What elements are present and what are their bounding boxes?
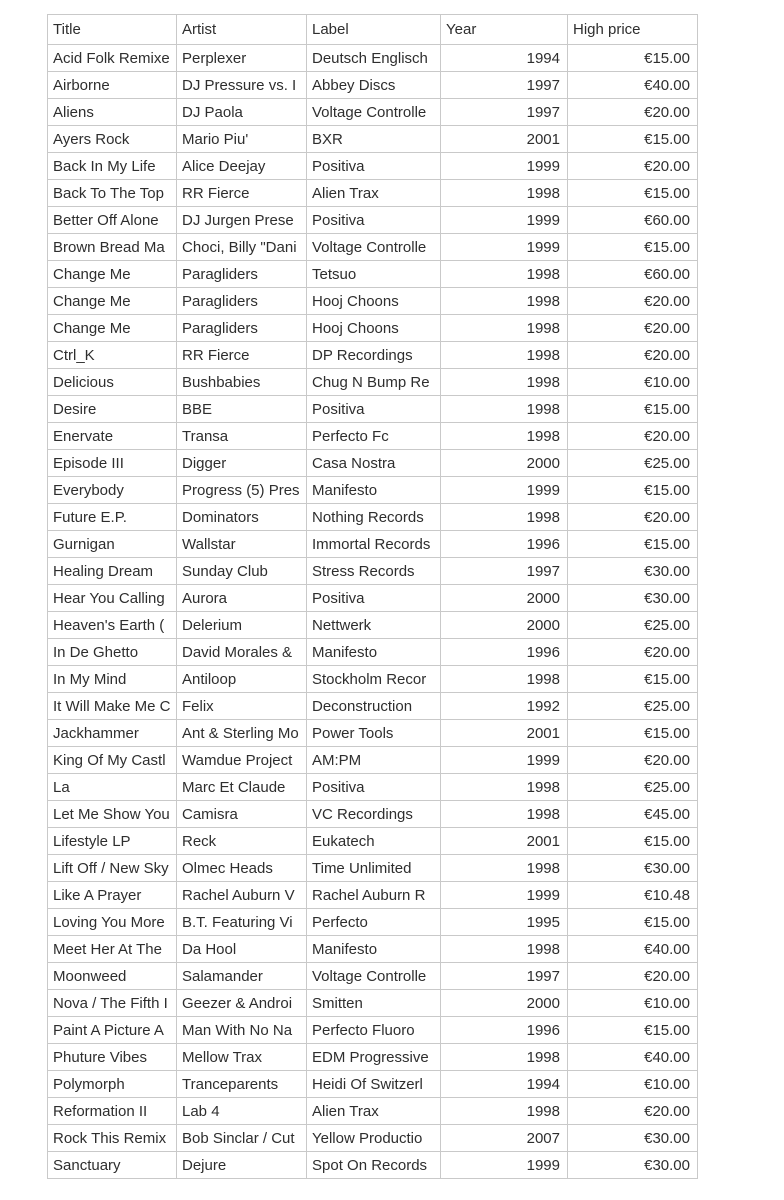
cell-title[interactable]: Aliens [48, 99, 177, 126]
table-row [48, 612, 698, 639]
cell-title[interactable]: King Of My Castl [48, 747, 177, 774]
cell-artist[interactable]: Paragliders [177, 288, 307, 315]
cell-artist[interactable]: Wallstar [177, 531, 307, 558]
cell-artist[interactable]: Alice Deejay [177, 153, 307, 180]
cell-artist[interactable]: Da Hool [177, 936, 307, 963]
cell-title[interactable]: Hear You Calling [48, 585, 177, 612]
cell-artist[interactable]: David Morales & [177, 639, 307, 666]
cell-year[interactable]: 1999 [441, 747, 568, 774]
cell-year[interactable]: 2000 [441, 612, 568, 639]
cell-title[interactable]: Meet Her At The [48, 936, 177, 963]
cell-title[interactable]: Loving You More [48, 909, 177, 936]
table-row [48, 342, 698, 369]
cell-price[interactable]: €20.00 [568, 315, 698, 342]
table-row [48, 153, 698, 180]
cell-title[interactable]: Jackhammer [48, 720, 177, 747]
cell-price[interactable]: €40.00 [568, 72, 698, 99]
cell-label[interactable]: Stress Records [307, 558, 441, 585]
cell-artist[interactable]: Mellow Trax [177, 1044, 307, 1071]
cell-title[interactable]: Reformation II [48, 1098, 177, 1125]
cell-year[interactable]: 1996 [441, 639, 568, 666]
cell-year[interactable]: 1994 [441, 45, 568, 72]
column-header-title[interactable]: Title [48, 15, 177, 45]
cell-label[interactable]: Nettwerk [307, 612, 441, 639]
table-row [48, 639, 698, 666]
cell-title[interactable]: Ayers Rock [48, 126, 177, 153]
table-row [48, 180, 698, 207]
cell-price[interactable]: €10.48 [568, 882, 698, 909]
table-row [48, 261, 698, 288]
cell-artist[interactable]: Reck [177, 828, 307, 855]
cell-title[interactable]: Change Me [48, 288, 177, 315]
cell-title[interactable]: Gurnigan [48, 531, 177, 558]
cell-price[interactable]: €15.00 [568, 234, 698, 261]
cell-artist[interactable]: Man With No Na [177, 1017, 307, 1044]
cell-artist[interactable]: B.T. Featuring Vi [177, 909, 307, 936]
cell-title[interactable]: Delicious [48, 369, 177, 396]
cell-year[interactable]: 1998 [441, 315, 568, 342]
table-row [48, 828, 698, 855]
cell-year[interactable]: 1999 [441, 882, 568, 909]
table-row [48, 801, 698, 828]
cell-year[interactable]: 1998 [441, 396, 568, 423]
cell-title[interactable]: Paint A Picture A [48, 1017, 177, 1044]
cell-year[interactable]: 1994 [441, 1071, 568, 1098]
table-row [48, 126, 698, 153]
table-row [48, 909, 698, 936]
cell-price[interactable]: €20.00 [568, 153, 698, 180]
cell-label[interactable]: Power Tools [307, 720, 441, 747]
cell-label[interactable]: DP Recordings [307, 342, 441, 369]
cell-label[interactable]: Voltage Controlle [307, 234, 441, 261]
cell-title[interactable]: La [48, 774, 177, 801]
cell-label[interactable]: Positiva [307, 585, 441, 612]
cell-label[interactable]: Deconstruction [307, 693, 441, 720]
cell-label[interactable]: Positiva [307, 396, 441, 423]
cell-title[interactable]: Change Me [48, 261, 177, 288]
cell-artist[interactable]: Antiloop [177, 666, 307, 693]
cell-label[interactable]: Immortal Records [307, 531, 441, 558]
table-row [48, 1152, 698, 1179]
cell-title[interactable]: Acid Folk Remixe [48, 45, 177, 72]
cell-artist[interactable]: Dominators [177, 504, 307, 531]
cell-label[interactable]: Manifesto [307, 936, 441, 963]
cell-year[interactable]: 2000 [441, 585, 568, 612]
cell-price[interactable]: €20.00 [568, 423, 698, 450]
cell-artist[interactable]: Delerium [177, 612, 307, 639]
table-row [48, 990, 698, 1017]
records-table [47, 14, 698, 1179]
cell-label[interactable]: Yellow Productio [307, 1125, 441, 1152]
table-row [48, 99, 698, 126]
cell-title[interactable]: Let Me Show You [48, 801, 177, 828]
cell-title[interactable]: Back In My Life [48, 153, 177, 180]
cell-price[interactable]: €30.00 [568, 855, 698, 882]
cell-year[interactable]: 1999 [441, 207, 568, 234]
cell-price[interactable]: €20.00 [568, 504, 698, 531]
cell-year[interactable]: 2001 [441, 126, 568, 153]
cell-year[interactable]: 1998 [441, 801, 568, 828]
cell-label[interactable]: Voltage Controlle [307, 963, 441, 990]
cell-price[interactable]: €30.00 [568, 585, 698, 612]
cell-year[interactable]: 1998 [441, 936, 568, 963]
cell-artist[interactable]: Wamdue Project [177, 747, 307, 774]
table-row [48, 1044, 698, 1071]
cell-label[interactable]: Stockholm Recor [307, 666, 441, 693]
cell-artist[interactable]: BBE [177, 396, 307, 423]
cell-label[interactable]: Alien Trax [307, 180, 441, 207]
header-row [48, 15, 698, 45]
cell-title[interactable]: Change Me [48, 315, 177, 342]
cell-price[interactable]: €10.00 [568, 1071, 698, 1098]
cell-label[interactable]: Smitten [307, 990, 441, 1017]
cell-artist[interactable]: Tranceparents [177, 1071, 307, 1098]
cell-artist[interactable]: Dejure [177, 1152, 307, 1179]
cell-year[interactable]: 1998 [441, 1044, 568, 1071]
cell-artist[interactable]: RR Fierce [177, 180, 307, 207]
cell-artist[interactable]: Paragliders [177, 315, 307, 342]
cell-price[interactable]: €20.00 [568, 639, 698, 666]
column-header-year[interactable]: Year [441, 15, 568, 45]
cell-title[interactable]: Ctrl_K [48, 342, 177, 369]
cell-price[interactable]: €20.00 [568, 1098, 698, 1125]
cell-artist[interactable]: Olmec Heads [177, 855, 307, 882]
table-row [48, 747, 698, 774]
cell-label[interactable]: Hooj Choons [307, 315, 441, 342]
cell-title[interactable]: Phuture Vibes [48, 1044, 177, 1071]
cell-artist[interactable]: Lab 4 [177, 1098, 307, 1125]
cell-artist[interactable]: Digger [177, 450, 307, 477]
cell-title[interactable]: Rock This Remix [48, 1125, 177, 1152]
cell-price[interactable]: €15.00 [568, 531, 698, 558]
cell-year[interactable]: 1997 [441, 72, 568, 99]
cell-artist[interactable]: Choci, Billy "Dani [177, 234, 307, 261]
cell-price[interactable]: €40.00 [568, 1044, 698, 1071]
cell-year[interactable]: 1998 [441, 504, 568, 531]
cell-year[interactable]: 1992 [441, 693, 568, 720]
cell-artist[interactable]: DJ Pressure vs. I [177, 72, 307, 99]
table-row [48, 1017, 698, 1044]
cell-title[interactable]: Brown Bread Ma [48, 234, 177, 261]
cell-year[interactable]: 2001 [441, 828, 568, 855]
cell-label[interactable]: Positiva [307, 153, 441, 180]
cell-price[interactable]: €10.00 [568, 990, 698, 1017]
cell-artist[interactable]: Transa [177, 423, 307, 450]
cell-label[interactable]: Casa Nostra [307, 450, 441, 477]
cell-year[interactable]: 1998 [441, 342, 568, 369]
cell-artist[interactable]: DJ Paola [177, 99, 307, 126]
table-row [48, 585, 698, 612]
cell-title[interactable]: Future E.P. [48, 504, 177, 531]
cell-year[interactable]: 1996 [441, 531, 568, 558]
table-row [48, 504, 698, 531]
cell-label[interactable]: VC Recordings [307, 801, 441, 828]
cell-year[interactable]: 1997 [441, 963, 568, 990]
cell-year[interactable]: 1998 [441, 774, 568, 801]
cell-label[interactable]: Abbey Discs [307, 72, 441, 99]
cell-year[interactable]: 2001 [441, 720, 568, 747]
table-row [48, 396, 698, 423]
cell-title[interactable]: Healing Dream [48, 558, 177, 585]
cell-title[interactable]: Enervate [48, 423, 177, 450]
table-header [48, 15, 698, 45]
table-row [48, 963, 698, 990]
cell-price[interactable]: €30.00 [568, 1125, 698, 1152]
table-row [48, 531, 698, 558]
cell-label[interactable]: BXR [307, 126, 441, 153]
cell-label[interactable]: AM:PM [307, 747, 441, 774]
column-header-high-price[interactable]: High price [568, 15, 698, 45]
cell-artist[interactable]: Ant & Sterling Mo [177, 720, 307, 747]
cell-title[interactable]: Polymorph [48, 1071, 177, 1098]
cell-year[interactable]: 1998 [441, 369, 568, 396]
cell-title[interactable]: It Will Make Me C [48, 693, 177, 720]
cell-price[interactable]: €20.00 [568, 747, 698, 774]
cell-price[interactable]: €25.00 [568, 774, 698, 801]
cell-artist[interactable]: Geezer & Androi [177, 990, 307, 1017]
cell-label[interactable]: Tetsuo [307, 261, 441, 288]
cell-year[interactable]: 1999 [441, 234, 568, 261]
cell-label[interactable]: Positiva [307, 774, 441, 801]
cell-year[interactable]: 2007 [441, 1125, 568, 1152]
cell-artist[interactable]: Salamander [177, 963, 307, 990]
cell-price[interactable]: €25.00 [568, 450, 698, 477]
cell-title[interactable]: Nova / The Fifth I [48, 990, 177, 1017]
cell-year[interactable]: 1999 [441, 153, 568, 180]
cell-price[interactable]: €20.00 [568, 99, 698, 126]
cell-artist[interactable]: Progress (5) Pres [177, 477, 307, 504]
table-row [48, 720, 698, 747]
cell-year[interactable]: 1997 [441, 99, 568, 126]
cell-price[interactable]: €15.00 [568, 720, 698, 747]
table-row [48, 423, 698, 450]
table-row [48, 936, 698, 963]
table-row [48, 774, 698, 801]
cell-artist[interactable]: Marc Et Claude [177, 774, 307, 801]
cell-label[interactable]: EDM Progressive [307, 1044, 441, 1071]
cell-title[interactable]: Back To The Top [48, 180, 177, 207]
table-row [48, 558, 698, 585]
cell-price[interactable]: €40.00 [568, 936, 698, 963]
cell-price[interactable]: €25.00 [568, 612, 698, 639]
cell-artist[interactable]: Rachel Auburn V [177, 882, 307, 909]
cell-title[interactable]: Moonweed [48, 963, 177, 990]
cell-artist[interactable]: Bushbabies [177, 369, 307, 396]
column-header-artist[interactable]: Artist [177, 15, 307, 45]
cell-price[interactable]: €15.00 [568, 909, 698, 936]
cell-label[interactable]: Alien Trax [307, 1098, 441, 1125]
table-row [48, 1125, 698, 1152]
cell-price[interactable]: €15.00 [568, 126, 698, 153]
cell-title[interactable]: Sanctuary [48, 1152, 177, 1179]
cell-title[interactable]: Heaven's Earth ( [48, 612, 177, 639]
cell-year[interactable]: 1999 [441, 1152, 568, 1179]
cell-artist[interactable]: Paragliders [177, 261, 307, 288]
cell-title[interactable]: Lifestyle LP [48, 828, 177, 855]
column-header-label[interactable]: Label [307, 15, 441, 45]
cell-price[interactable]: €15.00 [568, 45, 698, 72]
cell-price[interactable]: €30.00 [568, 558, 698, 585]
cell-label[interactable]: Time Unlimited [307, 855, 441, 882]
cell-label[interactable]: Deutsch Englisch [307, 45, 441, 72]
cell-artist[interactable]: Bob Sinclar / Cut [177, 1125, 307, 1152]
cell-year[interactable]: 1997 [441, 558, 568, 585]
cell-artist[interactable]: DJ Jurgen Prese [177, 207, 307, 234]
cell-price[interactable]: €20.00 [568, 288, 698, 315]
cell-label[interactable]: Voltage Controlle [307, 99, 441, 126]
cell-title[interactable]: Everybody [48, 477, 177, 504]
cell-price[interactable]: €60.00 [568, 261, 698, 288]
cell-price[interactable]: €15.00 [568, 180, 698, 207]
table-row [48, 369, 698, 396]
cell-title[interactable]: Episode III [48, 450, 177, 477]
cell-title[interactable]: Lift Off / New Sky [48, 855, 177, 882]
cell-year[interactable]: 1998 [441, 423, 568, 450]
cell-label[interactable]: Positiva [307, 207, 441, 234]
cell-label[interactable]: Chug N Bump Re [307, 369, 441, 396]
cell-year[interactable]: 1998 [441, 288, 568, 315]
cell-label[interactable]: Perfecto Fluoro [307, 1017, 441, 1044]
spreadsheet [47, 14, 698, 1179]
cell-artist[interactable]: Sunday Club [177, 558, 307, 585]
cell-price[interactable]: €15.00 [568, 1017, 698, 1044]
cell-artist[interactable]: Mario Piu' [177, 126, 307, 153]
cell-artist[interactable]: Aurora [177, 585, 307, 612]
cell-year[interactable]: 1996 [441, 1017, 568, 1044]
cell-year[interactable]: 1998 [441, 1098, 568, 1125]
cell-price[interactable]: €15.00 [568, 828, 698, 855]
cell-year[interactable]: 1995 [441, 909, 568, 936]
table-row [48, 234, 698, 261]
cell-title[interactable]: In My Mind [48, 666, 177, 693]
cell-price[interactable]: €45.00 [568, 801, 698, 828]
cell-artist[interactable]: Felix [177, 693, 307, 720]
cell-price[interactable]: €20.00 [568, 342, 698, 369]
cell-price[interactable]: €10.00 [568, 369, 698, 396]
cell-label[interactable]: Perfecto [307, 909, 441, 936]
cell-label[interactable]: Manifesto [307, 639, 441, 666]
table-row [48, 450, 698, 477]
table-row [48, 207, 698, 234]
cell-label[interactable]: Hooj Choons [307, 288, 441, 315]
cell-title[interactable]: Like A Prayer [48, 882, 177, 909]
cell-year[interactable]: 1998 [441, 261, 568, 288]
table-row [48, 45, 698, 72]
cell-artist[interactable]: Perplexer [177, 45, 307, 72]
cell-title[interactable]: Better Off Alone [48, 207, 177, 234]
cell-price[interactable]: €30.00 [568, 1152, 698, 1179]
table-row [48, 315, 698, 342]
table-row [48, 72, 698, 99]
cell-label[interactable]: Manifesto [307, 477, 441, 504]
cell-year[interactable]: 2000 [441, 990, 568, 1017]
cell-price[interactable]: €15.00 [568, 477, 698, 504]
cell-label[interactable]: Rachel Auburn R [307, 882, 441, 909]
cell-label[interactable]: Spot On Records [307, 1152, 441, 1179]
cell-label[interactable]: Heidi Of Switzerl [307, 1071, 441, 1098]
table-body [48, 45, 698, 1179]
cell-artist[interactable]: Camisra [177, 801, 307, 828]
cell-price[interactable]: €60.00 [568, 207, 698, 234]
cell-price[interactable]: €15.00 [568, 396, 698, 423]
table-row [48, 1071, 698, 1098]
table-row [48, 882, 698, 909]
cell-label[interactable]: Nothing Records [307, 504, 441, 531]
table-row [48, 1098, 698, 1125]
cell-label[interactable]: Eukatech [307, 828, 441, 855]
cell-year[interactable]: 1999 [441, 477, 568, 504]
cell-year[interactable]: 1998 [441, 855, 568, 882]
table-row [48, 855, 698, 882]
table-row [48, 693, 698, 720]
table-row [48, 666, 698, 693]
cell-year[interactable]: 1998 [441, 180, 568, 207]
table-row [48, 288, 698, 315]
cell-label[interactable]: Perfecto Fc [307, 423, 441, 450]
cell-price[interactable]: €15.00 [568, 666, 698, 693]
cell-artist[interactable]: RR Fierce [177, 342, 307, 369]
cell-title[interactable]: Desire [48, 396, 177, 423]
cell-title[interactable]: In De Ghetto [48, 639, 177, 666]
cell-price[interactable]: €25.00 [568, 693, 698, 720]
cell-year[interactable]: 2000 [441, 450, 568, 477]
cell-year[interactable]: 1998 [441, 666, 568, 693]
table-row [48, 477, 698, 504]
cell-title[interactable]: Airborne [48, 72, 177, 99]
cell-price[interactable]: €20.00 [568, 963, 698, 990]
